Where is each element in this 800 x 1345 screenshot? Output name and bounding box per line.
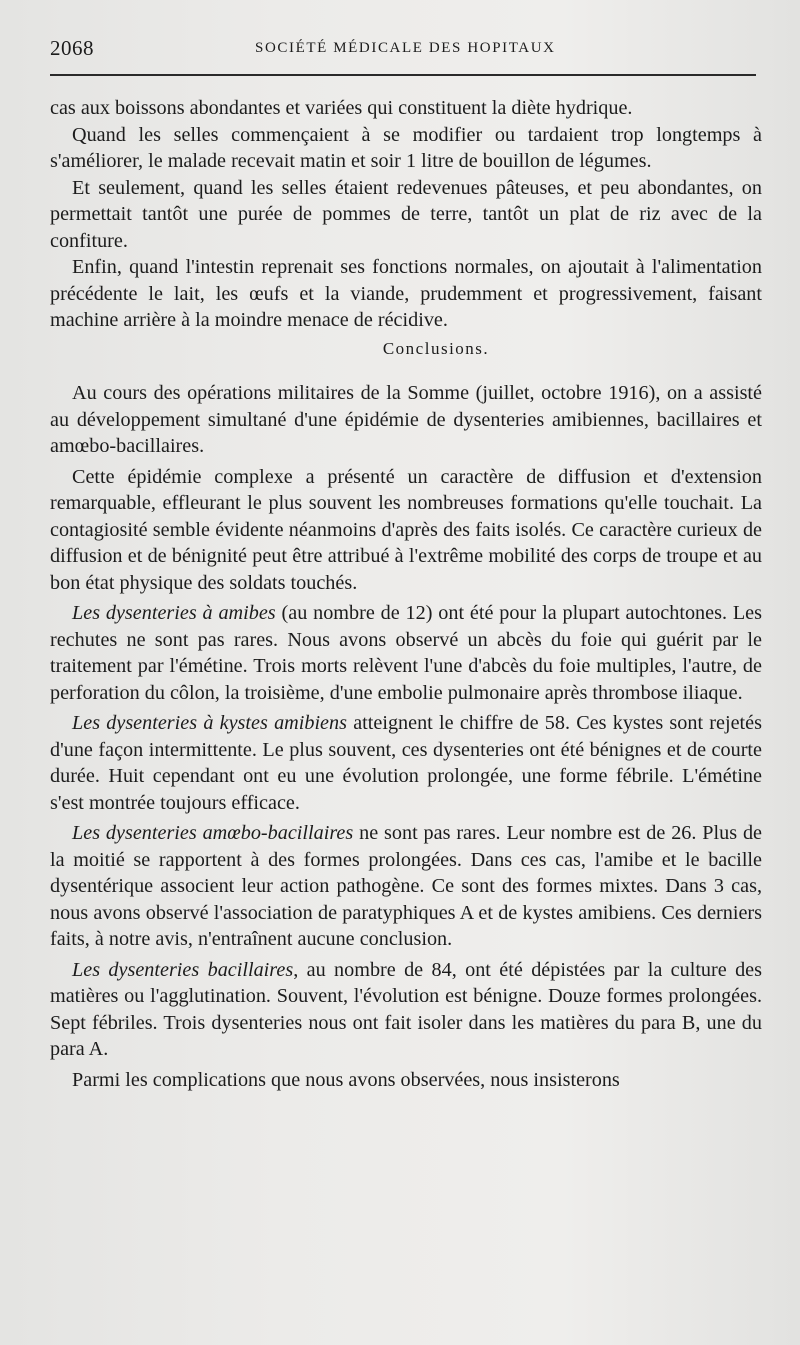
header-rule bbox=[50, 74, 756, 76]
paragraph-text: atteignent le chiffre de 58. Ces kystes sont rejetés d'une façon intermittente. Le plus souvent, ces dysenteries ont été bénignes et de courte durée. Huit cependant ont eu une évolution prolongée, une forme fébrile. L'émétine s'est montrée toujours efficace. bbox=[50, 712, 762, 814]
body-text bbox=[50, 95, 762, 1093]
paragraph-lead: Les dysenteries bacillaires bbox=[72, 958, 294, 981]
paragraph-lead: Les dysenteries amœbo-bacillaires bbox=[72, 822, 354, 844]
paragraph-text: , au nombre de 84, ont été dépistées par la culture des matières ou l'agglutination. Souvent, l'évolution est bénigne. Douze formes prolongées. Sept fébriles. Trois dysenteries nous ont fait isoler dans les matières du para B, une du para A. bbox=[50, 958, 762, 1060]
paragraph bbox=[50, 710, 762, 816]
paragraph: Enfin, quand l'intestin reprenait ses fonctions normales, on ajoutait à l'alimentation précédente le lait, les œufs et la viande, prudemment et progressivement, faisant machine arrière à la moindre menace de récidive. bbox=[50, 256, 762, 331]
running-head: SOCIÉTÉ MÉDICALE DES HOPITAUX bbox=[255, 40, 556, 56]
paragraph: Et seulement, quand les selles étaient redevenues pâteuses, et peu abondantes, on permettait tantôt une purée de pommes de terre, tantôt un plat de riz avec de la confiture. bbox=[50, 176, 762, 252]
conclusions-section bbox=[50, 380, 762, 1093]
paragraph-text: ne sont pas rares. Leur nombre est de 26. Plus de la moitié se rapportent à des formes prolongées. Dans ces cas, l'amibe et le bacille dysentérique associent leur action pathogène. Ce sont des formes mixtes. Dans 3 cas, nous avons observé l'association de paratyphiques A et de kystes amibiens. Ces derniers faits, à notre avis, n'entraînent aucune conclusion. bbox=[50, 822, 762, 950]
paragraph-text: Parmi les complications que nous avons observées, nous insisterons bbox=[72, 1068, 620, 1091]
page-number: 2068 bbox=[50, 36, 94, 60]
paragraph bbox=[50, 1067, 762, 1094]
paragraph: Quand les selles commençaient à se modifier ou tardaient trop longtemps à s'améliorer, le malade recevait matin et soir 1 litre de bouillon de légumes. bbox=[50, 123, 762, 172]
paragraph-lead: Les dysenteries à amibes bbox=[72, 602, 276, 624]
paragraph-text: Au cours des opérations militaires de la Somme (juillet, octobre 1916), on a assisté au développement simultané d'une épidémie de dysenteries amibiennes, bacillaires et amœbo-bacillaires. bbox=[50, 382, 762, 457]
paragraph bbox=[50, 957, 762, 1063]
paragraph bbox=[50, 464, 762, 597]
paragraph-lead: Les dysenteries à kystes amibiens bbox=[72, 712, 347, 734]
paragraph-text: (au nombre de 12) ont été pour la plupart autochtones. Les rechutes ne sont pas rares. Nous avons observé un abcès du foie qui guérit par le traitement par l'émétine. Trois morts relèvent l'une d'abcès du foie multiples, l'autre, de perforation du côlon, la troisième, d'une embolie pulmonaire après thrombose iliaque. bbox=[50, 602, 762, 704]
paragraph: cas aux boissons abondantes et variées qui constituent la diète hydrique. bbox=[50, 97, 633, 119]
intro-section bbox=[50, 95, 762, 334]
page-header bbox=[50, 36, 756, 66]
paragraph bbox=[50, 380, 762, 460]
section-title: Conclusions. bbox=[382, 338, 490, 358]
paragraph bbox=[50, 820, 762, 953]
paragraph bbox=[50, 600, 762, 706]
paragraph-text: Cette épidémie complexe a présenté un caractère de diffusion et d'extension remarquable, effleurant le plus souvent les nombreuses formations qu'elle touchait. La contagiosité semble évidente néanmoins d'après des faits isolés. Ce caractère curieux de diffusion et de bénignité peut être attribué à l'extrême mobilité des corps de troupe et au bon état physique des soldats touchés. bbox=[50, 465, 762, 594]
